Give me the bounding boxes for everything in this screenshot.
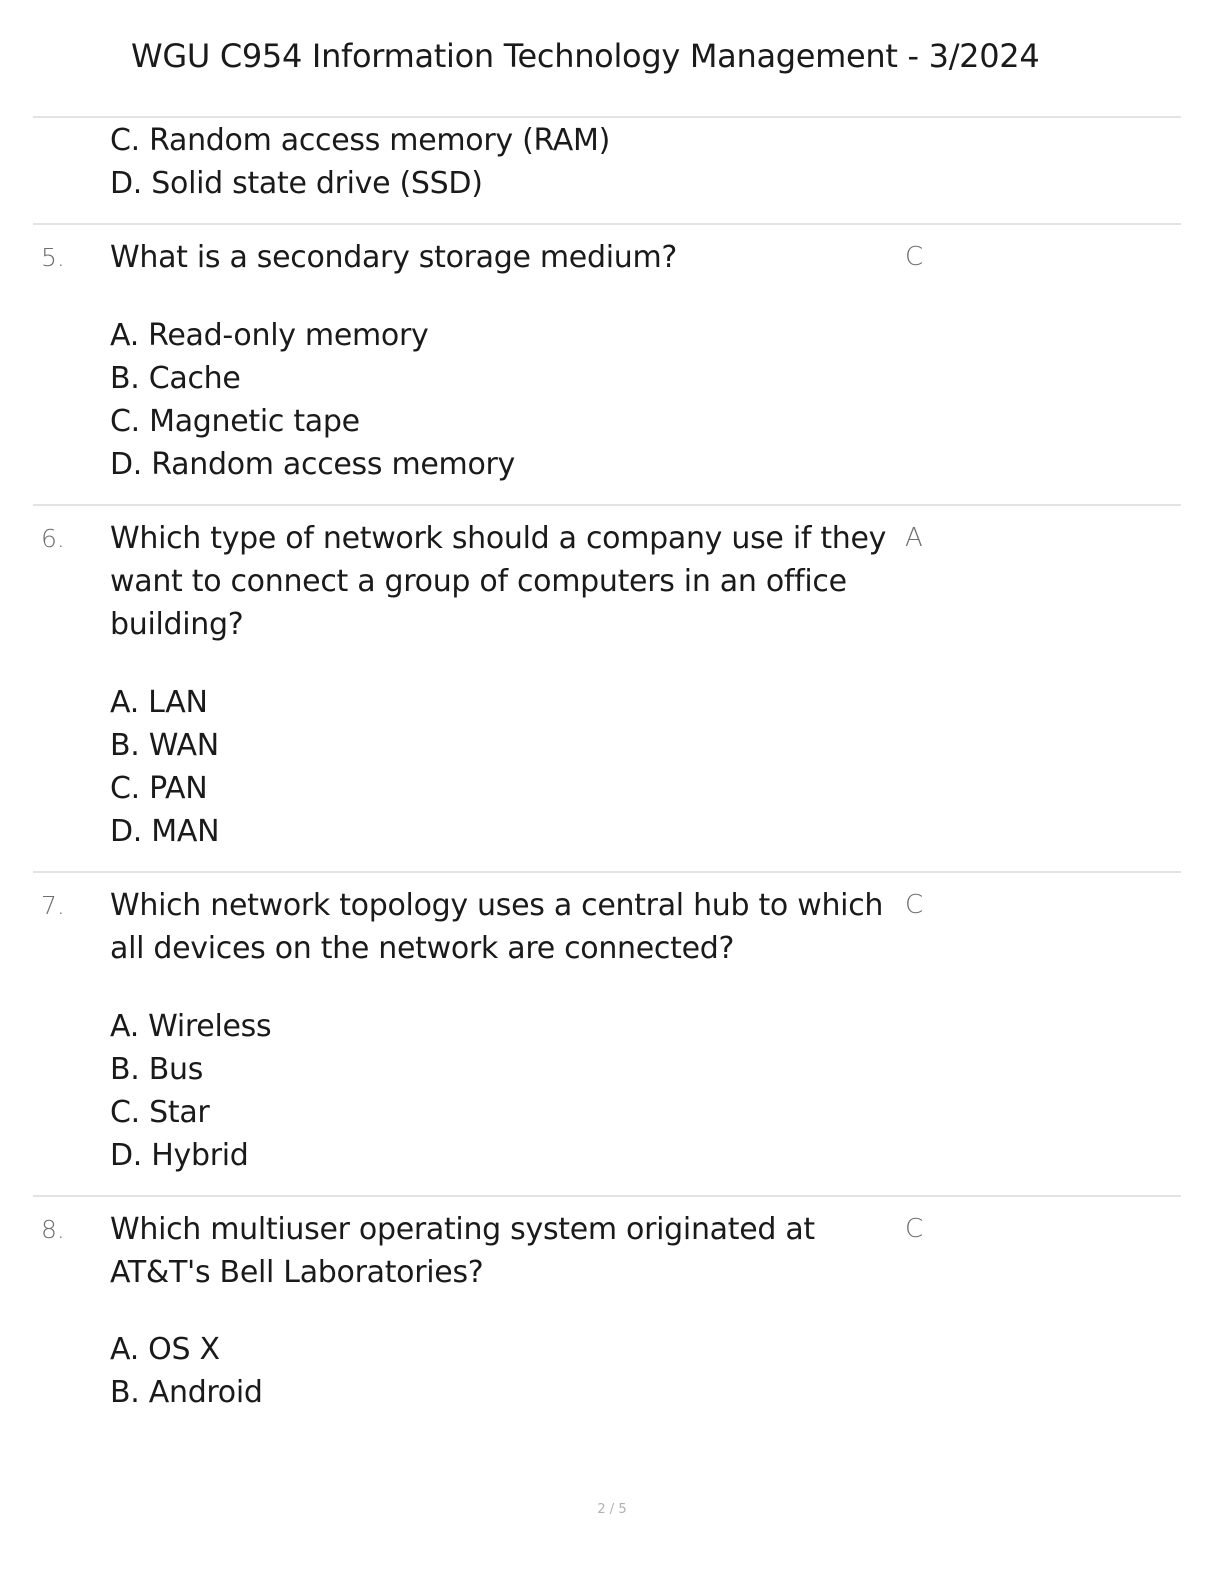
- option-item: D. Random access memory: [110, 447, 515, 482]
- question-text: all devices on the network are connected?: [110, 931, 735, 966]
- option-item: C. PAN: [110, 771, 208, 806]
- option-item: C. Random access memory (RAM): [110, 123, 611, 158]
- question-text: Which multiuser operating system originated at: [110, 1212, 815, 1247]
- page-indicator: 2 / 5: [597, 1502, 627, 1517]
- answer-key: C: [905, 242, 924, 272]
- answer-key: C: [905, 1214, 924, 1244]
- option-item: B. Bus: [110, 1052, 204, 1087]
- option-item: A. Wireless: [110, 1009, 272, 1044]
- divider: [33, 871, 1181, 873]
- option-item: D. Hybrid: [110, 1138, 249, 1173]
- option-item: C. Magnetic tape: [110, 404, 360, 439]
- question-text: want to connect a group of computers in an office: [110, 564, 847, 599]
- page-title: WGU C954 Information Technology Management - 3/2024: [131, 37, 1040, 75]
- divider: [33, 504, 1181, 506]
- question-number: 5.: [41, 243, 65, 272]
- question-number: 7.: [41, 891, 65, 920]
- question-number: 8.: [41, 1215, 65, 1244]
- option-item: A. Read-only memory: [110, 318, 429, 353]
- answer-key: A: [905, 523, 923, 553]
- question-text: building?: [110, 607, 244, 642]
- option-item: A. LAN: [110, 685, 208, 720]
- option-item: B. WAN: [110, 728, 219, 763]
- answer-key: C: [905, 890, 924, 920]
- question-text: What is a secondary storage medium?: [110, 240, 678, 275]
- option-item: B. Cache: [110, 361, 241, 396]
- question-text: Which network topology uses a central hub to which: [110, 888, 884, 923]
- option-item: D. MAN: [110, 814, 220, 849]
- question-text: AT&T's Bell Laboratories?: [110, 1255, 484, 1290]
- question-text: Which type of network should a company use if they: [110, 521, 887, 556]
- option-item: D. Solid state drive (SSD): [110, 166, 483, 201]
- option-item: C. Star: [110, 1095, 210, 1130]
- question-number: 6.: [41, 524, 65, 553]
- option-item: A. OS X: [110, 1332, 220, 1367]
- divider: [33, 223, 1181, 225]
- divider: [33, 1195, 1181, 1197]
- option-item: B. Android: [110, 1375, 263, 1410]
- divider: [33, 116, 1181, 118]
